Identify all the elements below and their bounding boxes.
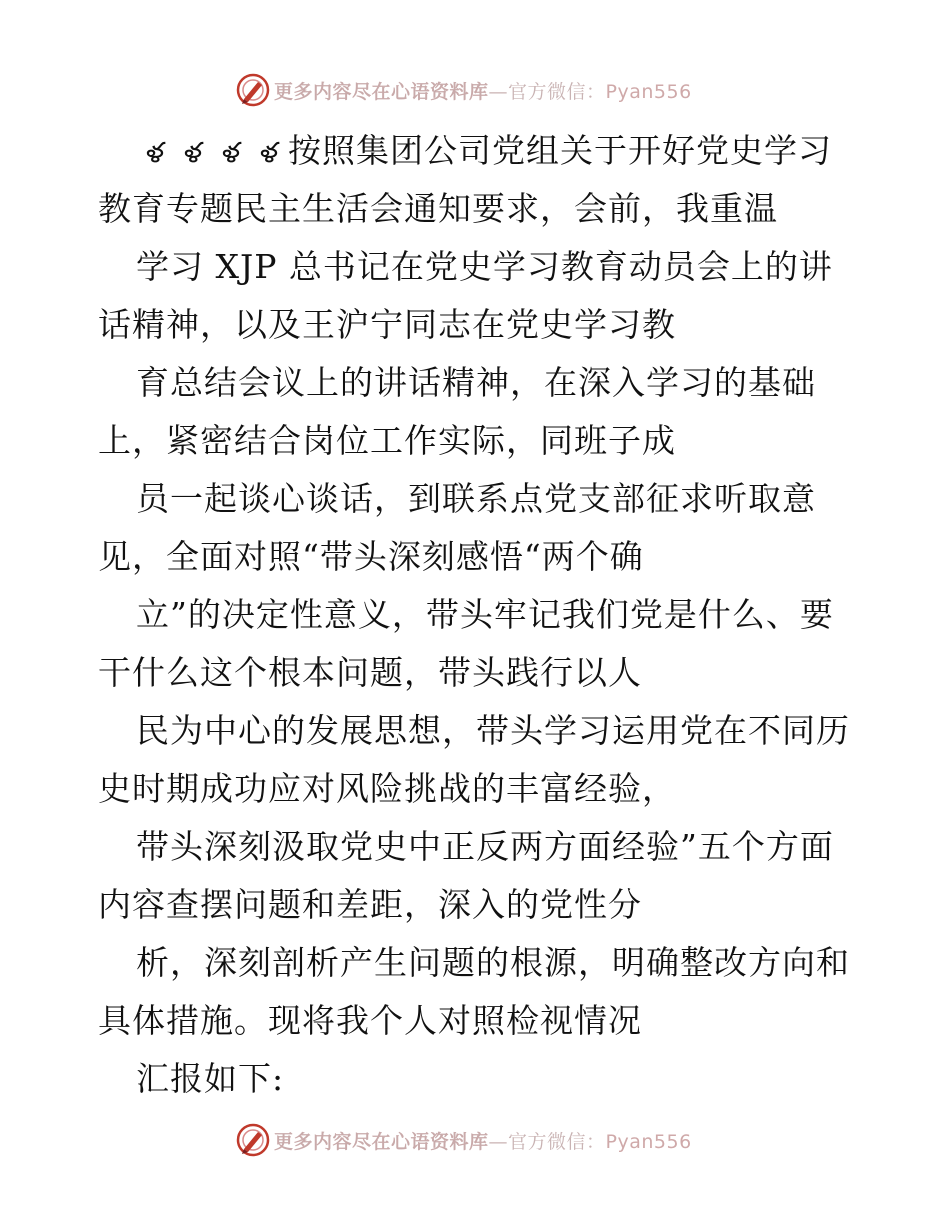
header-watermark [236, 72, 692, 108]
watermark-text [274, 1127, 692, 1154]
paragraph-line: 干什么这个根本问题，带头践行以人 [98, 653, 642, 692]
paragraph-line-1 [98, 122, 858, 180]
watermark-official: 官方微信： [508, 80, 606, 103]
paragraph-line: 上，紧密结合岗位工作实际，同班子成 [98, 421, 676, 460]
pen-logo-icon [236, 1123, 270, 1157]
watermark-official: 官方微信： [508, 1130, 606, 1153]
line-text: 按照集团公司党组关于开好党史学习 [288, 131, 832, 170]
paragraph-line: 民为中心的发展思想，带头学习运用党在不同历 [136, 711, 850, 750]
paragraph-line: 话精神，以及王沪宁同志在党史学习教 [98, 305, 676, 344]
paragraph-line: 员一起谈心谈话，到联系点党支部征求听取意 [136, 479, 816, 518]
paragraph-line: 学习 XJP 总书记在党史学习教育动员会上的讲 [136, 247, 833, 286]
paragraph-line: 育总结会议上的讲话精神，在深入学习的基础 [136, 363, 816, 402]
watermark-separator: — [488, 80, 509, 103]
paragraph-line: 史时期成功应对风险挑战的丰富经验， [98, 769, 676, 808]
watermark-wechat-id: Pyan556 [605, 1130, 692, 1153]
watermark-wechat-id: Pyan556 [605, 80, 692, 103]
paragraph-line: 汇报如下: [136, 1059, 285, 1098]
paragraph-line: 见，全面对照“带头深刻感悟“两个确 [98, 537, 644, 576]
paragraph-line: 带头深刻汲取党史中正反两方面经验”五个方面 [136, 827, 834, 866]
watermark-separator: — [488, 1130, 509, 1153]
paragraph-line: 教育专题民主生活会通知要求，会前，我重温 [98, 189, 778, 228]
paragraph-line: 立”的决定性意义，带头牢记我们党是什么、要 [136, 595, 834, 634]
watermark-main: 更多内容尽在心语资料库 [274, 1130, 489, 1153]
ornament-icon: ళ ళ ళ ళ [145, 136, 279, 169]
watermark-main: 更多内容尽在心语资料库 [274, 80, 489, 103]
document-body [98, 122, 858, 1108]
footer-watermark [236, 1122, 692, 1158]
paragraph-line: 内容查摆问题和差距，深入的党性分 [98, 885, 642, 924]
paragraph-line: 析，深刻剖析产生问题的根源，明确整改方向和 [136, 943, 850, 982]
pen-logo-icon [236, 73, 270, 107]
paragraph-line: 具体措施。现将我个人对照检视情况 [98, 1001, 642, 1040]
watermark-text [274, 77, 692, 104]
